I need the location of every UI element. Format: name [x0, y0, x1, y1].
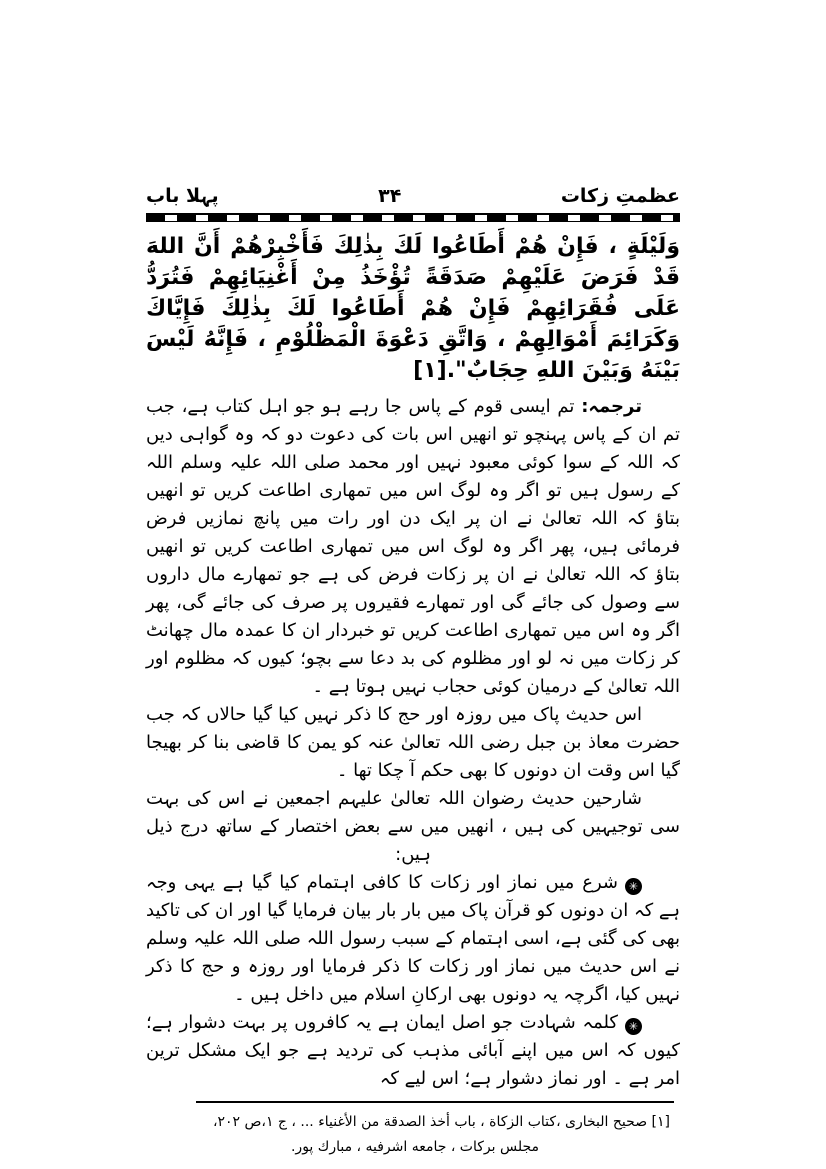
translation-text: تم ایسی قوم کے پاس جا رہے ہو جو اہل کتاب ہے، جب تم ان کے پاس پہنچو تو انھیں اس بات کی دعوت دو کہ وہ گواہی دیں کہ اللہ کے سوا کوئی معبود نہیں اور محمد صلی اللہ علیہ وسلم اللہ کے رسول ہیں تو اگر وہ لوگ اس میں تمھاری اطاعت کریں تو انھیں بتاؤ کہ اللہ تعالیٰ نے ان پر ایک دن اور رات میں پانچ نمازیں فرض فرمائی ہیں، پھر اگر وہ لوگ اس میں تمھاری اطاعت کریں تو انھیں بتاؤ کہ اللہ تعالیٰ نے ان پر زکات فرض کی ہے جو تمھارے مال داروں سے وصول کی جائے گی اور تمھارے فقیروں پر صرف کی جائے گی، پھر اگر وہ اس میں تمھاری اطاعت کریں تو خبردار ان کا عمدہ مال چھانٹ کر زکات میں نہ لو اور مظلوم کی بد دعا سے بچو؛ کیوں کہ مظلوم اور اللہ تعالیٰ کے درمیان کوئی حجاب نہیں ہوتا ہے ۔ [146, 396, 680, 697]
footnote [146, 1110, 680, 1160]
footnote-divider [196, 1101, 674, 1103]
footnote-reference [160, 1110, 670, 1135]
commentary-paragraph-2: شارحین حدیث رضوان اللہ تعالیٰ علیہم اجمعین نے اس کی بہت سی توجیہیں کی ہیں ، انھیں میں سے بعض اختصار کے ساتھ درج ذیل ہیں: [146, 788, 680, 865]
translation-paragraph [146, 393, 680, 701]
arabic-hadith-quote: وَلَيْلَةٍ ، فَإِنْ هُمْ أَطَاعُوا لَكَ بِذٰلِكَ فَأَخْبِرْهُمْ أَنَّ اللهَ قَدْ فَرَضَ عَلَيْهِمْ صَدَقَةً تُؤْخَذُ مِنْ أَغْنِيَائِهِمْ فَتُرَدُّ عَلَى فُقَرَائِهِمْ فَإِنْ هُمْ أَطَاعُوا لَكَ بِذٰلِكَ فَإِيَّاكَ وَكَرَائِمَ أَمْوَالِهِمْ ، وَاتَّقِ دَعْوَةَ الْمَظْلُوْمِ ، فَإِنَّهُ لَيْسَ بَيْنَهُ وَبَيْنَ اللهِ حِجَابٌ".[۱] [146, 234, 680, 383]
translation-label: ترجمہ: [581, 396, 642, 417]
footnote-marker: [۱] [651, 1114, 670, 1130]
bullet-point-1 [146, 869, 680, 1009]
star-bullet-icon: ✳ [625, 878, 642, 895]
book-title: عظمتِ زکات [560, 185, 680, 207]
bullet-text-2: کلمہ شہادت جو اصل ایمان ہے یہ کافروں پر بہت دشوار ہے؛ کیوں کہ اس میں اپنے آبائی مذہب کی تردید ہے جو ایک مشکل ترین امر ہے ۔ اور نماز دشوار ہے؛ اس لیے کہ [146, 1012, 680, 1089]
header-rule [146, 213, 680, 222]
page-header [146, 184, 680, 208]
star-bullet-icon: ✳ [625, 1018, 642, 1035]
chapter-title: پہلا باب [146, 185, 219, 207]
commentary-paragraph-1: اس حدیث پاک میں روزہ اور حج کا ذکر نہیں کیا گیا حالاں کہ جب حضرت معاذ بن جبل رضی اللہ تعالیٰ عنہ کو یمن کا قاضی بنا کر بھیجا گیا اس وقت ان دونوں کا بھی حکم آ چکا تھا ۔ [146, 704, 680, 781]
page-content [146, 184, 680, 1169]
bullet-text-1: شرع میں نماز اور زکات کا کافی اہتمام کیا گیا ہے یہی وجہ ہے کہ ان دونوں کو قرآن پاک میں بار بار بیان فرمایا گیا اور ان کی تاکید بھی کی گئی ہے، اسی اہتمام کے سبب رسول اللہ صلی اللہ علیہ وسلم نے اس حدیث میں نماز اور زکات کا ذکر فرمایا اور روزہ و حج کا ذکر نہیں کیا، اگرچہ یہ دونوں بھی ارکانِ اسلام میں داخل ہیں ۔ [146, 872, 680, 1005]
footnote-publisher: مجلس برکات ، جامعه اشرفیه ، مبارك پور. [290, 1139, 539, 1155]
bullet-point-2 [146, 1009, 680, 1093]
footnote-reference-text: صحیح البخاری ،کتاب الزکاة ، باب أخذ الصدقة من الأغنیاء ... ، ج ۱،ص ۲۰۲، [212, 1114, 648, 1130]
page-number: ۳۴ [378, 185, 402, 207]
